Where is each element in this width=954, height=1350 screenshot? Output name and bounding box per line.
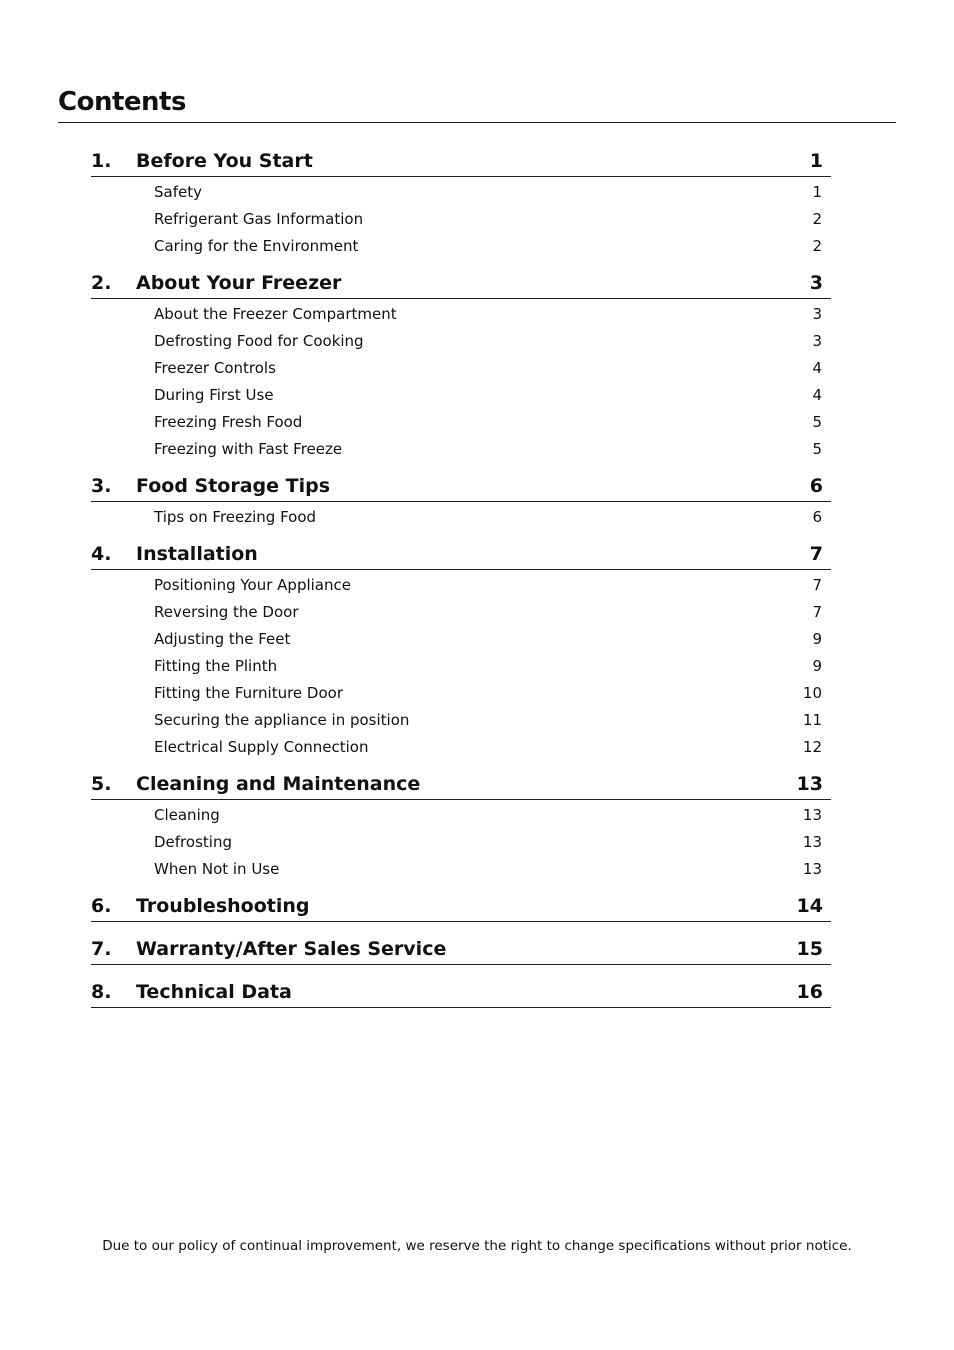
toc-entry[interactable] [91,382,831,409]
entry-page-number: 13 [802,806,822,824]
toc-entry[interactable] [91,626,831,653]
entry-page-number: 9 [812,657,822,675]
section-number: 6. [91,895,112,917]
entry-title: Freezing Fresh Food [154,413,303,431]
toc-section [91,268,831,471]
toc-section-heading[interactable] [91,891,831,922]
section-number: 8. [91,981,112,1003]
toc-section-heading[interactable] [91,539,831,570]
section-title: Food Storage Tips [136,475,331,497]
section-number: 5. [91,773,112,795]
toc-entry[interactable] [91,707,831,734]
entry-page-number: 2 [812,237,822,255]
section-page-number: 1 [809,150,823,172]
toc-entry[interactable] [91,653,831,680]
section-spacer [91,531,831,539]
section-spacer [91,1008,831,1020]
toc-subsection-list [91,504,831,531]
toc-section [91,934,831,977]
toc-entry[interactable] [91,504,831,531]
toc-subsection-list [91,572,831,761]
entry-title: Securing the appliance in position [154,711,410,729]
entry-title: About the Freezer Compartment [154,305,397,323]
entry-title: Reversing the Door [154,603,299,621]
toc-section-heading[interactable] [91,934,831,965]
entry-title: Fitting the Furniture Door [154,684,344,702]
section-number: 3. [91,475,112,497]
toc-entry[interactable] [91,572,831,599]
toc-entry[interactable] [91,355,831,382]
entry-title: Defrosting Food for Cooking [154,332,364,350]
section-title: Cleaning and Maintenance [136,773,421,795]
entry-page-number: 7 [812,603,822,621]
toc-section-heading[interactable] [91,977,831,1008]
page-title: Contents [58,87,186,117]
entry-page-number: 2 [812,210,822,228]
entry-title: When Not in Use [154,860,280,878]
toc-entry[interactable] [91,328,831,355]
entry-page-number: 4 [812,359,822,377]
section-title: Warranty/After Sales Service [136,938,447,960]
entry-title: Fitting the Plinth [154,657,278,675]
entry-title: Freezer Controls [154,359,276,377]
toc-subsection-list [91,179,831,260]
entry-title: Positioning Your Appliance [154,576,351,594]
toc-section-heading[interactable] [91,471,831,502]
footer-note: Due to our policy of continual improvement, we reserve the right to change specifications without prior notice. [102,1237,852,1254]
toc-subsection-list [91,301,831,463]
toc-section-heading[interactable] [91,146,831,177]
entry-page-number: 5 [812,413,822,431]
section-spacer [91,883,831,891]
section-page-number: 3 [809,272,823,294]
section-title: Troubleshooting [136,895,310,917]
section-spacer [91,922,831,934]
entry-page-number: 9 [812,630,822,648]
toc-entry[interactable] [91,233,831,260]
toc-entry[interactable] [91,680,831,707]
section-spacer [91,463,831,471]
toc-entry[interactable] [91,802,831,829]
toc-entry[interactable] [91,179,831,206]
toc-entry[interactable] [91,829,831,856]
section-spacer [91,761,831,769]
entry-page-number: 1 [812,183,822,201]
entry-title: Cleaning [154,806,220,824]
title-divider [58,122,896,123]
toc-section [91,471,831,539]
section-spacer [91,260,831,268]
toc-subsection-list [91,802,831,883]
section-page-number: 6 [809,475,823,497]
section-title: About Your Freezer [136,272,342,294]
section-page-number: 7 [809,543,823,565]
toc-section [91,769,831,891]
toc-entry[interactable] [91,206,831,233]
section-title: Installation [136,543,258,565]
entry-page-number: 4 [812,386,822,404]
entry-title: During First Use [154,386,274,404]
entry-page-number: 7 [812,576,822,594]
section-page-number: 15 [796,938,823,960]
section-number: 1. [91,150,112,172]
section-page-number: 13 [796,773,823,795]
entry-title: Caring for the Environment [154,237,359,255]
entry-page-number: 11 [802,711,822,729]
entry-title: Refrigerant Gas Information [154,210,364,228]
entry-title: Defrosting [154,833,232,851]
entry-title: Electrical Supply Connection [154,738,369,756]
toc-entry[interactable] [91,734,831,761]
section-number: 7. [91,938,112,960]
toc-entry[interactable] [91,409,831,436]
toc-section [91,891,831,934]
entry-page-number: 6 [812,508,822,526]
section-number: 2. [91,272,112,294]
section-spacer [91,965,831,977]
entry-page-number: 13 [802,833,822,851]
toc-entry[interactable] [91,436,831,463]
section-page-number: 16 [796,981,823,1003]
section-page-number: 14 [796,895,823,917]
entry-page-number: 12 [802,738,822,756]
entry-page-number: 3 [812,305,822,323]
section-title: Technical Data [136,981,292,1003]
toc-section [91,977,831,1020]
toc-entry[interactable] [91,856,831,883]
toc-section-heading[interactable] [91,769,831,800]
toc-entry[interactable] [91,301,831,328]
entry-page-number: 3 [812,332,822,350]
toc-entry[interactable] [91,599,831,626]
section-number: 4. [91,543,112,565]
entry-title: Adjusting the Feet [154,630,291,648]
entry-page-number: 13 [802,860,822,878]
toc-section-heading[interactable] [91,268,831,299]
toc-section [91,146,831,268]
entry-title: Freezing with Fast Freeze [154,440,343,458]
entry-page-number: 10 [802,684,822,702]
entry-title: Safety [154,183,202,201]
section-title: Before You Start [136,150,313,172]
toc-section [91,539,831,769]
entry-page-number: 5 [812,440,822,458]
entry-title: Tips on Freezing Food [154,508,317,526]
table-of-contents [91,146,831,1020]
